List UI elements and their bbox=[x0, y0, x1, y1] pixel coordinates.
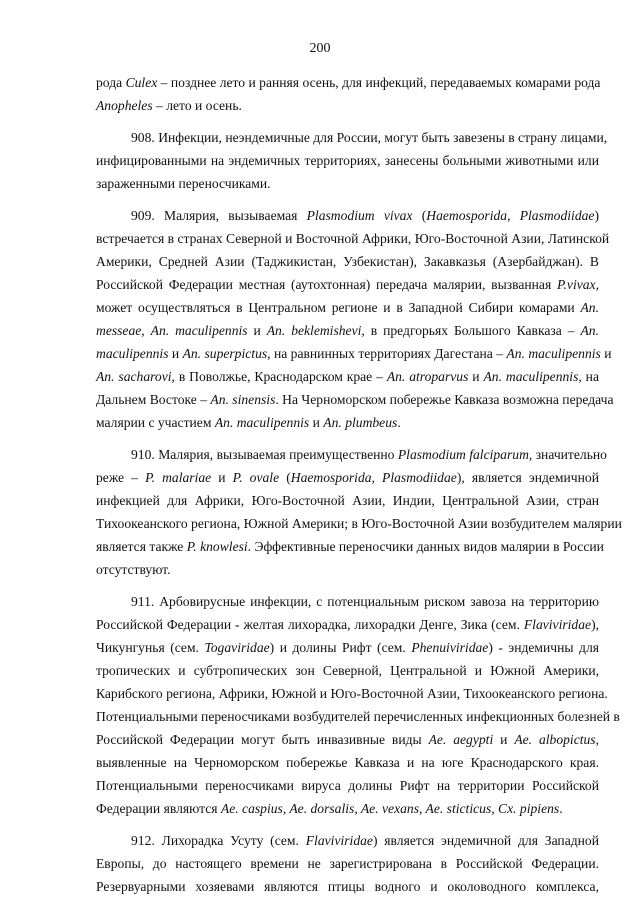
italic-text: Plasmodium falciparum bbox=[397, 447, 529, 462]
text-line bbox=[96, 228, 610, 250]
text-segment: Дальнем Востоке – bbox=[96, 392, 211, 407]
italic-text: messeae bbox=[96, 323, 142, 338]
text-segment: выявленные на Черноморском побережье Кавказа и на юге Краснодарского края. bbox=[96, 755, 599, 770]
text-line bbox=[96, 389, 614, 411]
text-segment: ) является эндемичной для Западной bbox=[372, 833, 599, 848]
text-segment: – лето и осень. bbox=[152, 98, 242, 113]
text-segment: является также bbox=[96, 539, 187, 554]
text-line bbox=[131, 127, 608, 149]
text-segment: ) - эндемичны для bbox=[488, 640, 600, 655]
text-line bbox=[96, 559, 599, 581]
text-line bbox=[96, 729, 599, 751]
italic-text: Phenuiviridae bbox=[411, 640, 489, 655]
text-segment: . На Черноморском побережье Кавказа возможна передача bbox=[275, 392, 614, 407]
text-segment: ) и долины Рифт (сем. bbox=[269, 640, 412, 655]
text-segment: Российской Федерации местная (аутохтонная) передача малярии, вызванная bbox=[96, 277, 557, 292]
text-line bbox=[96, 320, 599, 342]
text-segment: инфекцией для Африки, Юго-Восточной Азии, Индии, Центральной Азии, стран bbox=[96, 493, 599, 508]
text-segment: малярии с участием bbox=[96, 415, 215, 430]
text-line bbox=[96, 706, 620, 728]
text-line bbox=[96, 752, 599, 774]
text-segment: и bbox=[309, 415, 324, 430]
page-number: 200 bbox=[309, 41, 331, 56]
text-segment: Резервуарными хозяевами являются птицы водного и околоводного комплекса, bbox=[96, 879, 599, 894]
italic-text: P. ovale bbox=[232, 470, 280, 485]
text-segment: Европы, до настоящего времени не зарегистрирована в Российской Федерации. bbox=[96, 856, 599, 871]
italic-text: P.vivax bbox=[556, 277, 596, 292]
text-line bbox=[96, 274, 599, 296]
text-line bbox=[96, 490, 599, 512]
text-segment: может осуществляться в Центральном регионе и в Западной Сибири комарами bbox=[96, 300, 581, 315]
text-line bbox=[96, 366, 599, 388]
text-segment: инфицированными на эндемичных территориях, занесены больными животными или bbox=[96, 153, 599, 168]
text-segment: ), является эндемичной bbox=[456, 470, 599, 485]
text-segment: 910. Малярия, вызываемая преимущественно bbox=[131, 447, 398, 462]
italic-text: An. maculipennis bbox=[483, 369, 579, 384]
text-segment: Тихоокеанского региона, Южной Америки; в Юго-Восточной Азии возбудителем малярии bbox=[96, 516, 622, 531]
text-segment: Потенциальными переносчиками возбудителей перечисленных инфекционных болезней в bbox=[96, 709, 620, 724]
italic-text: An. sacharovi bbox=[96, 369, 172, 384]
text-line bbox=[96, 251, 599, 273]
text-line bbox=[131, 830, 599, 852]
italic-text: An. plumbeus bbox=[323, 415, 398, 430]
text-segment: ( bbox=[412, 208, 427, 223]
italic-text: Ae. albopictus bbox=[514, 732, 596, 747]
text-segment: 909. Малярия, вызываемая bbox=[131, 208, 307, 223]
italic-text: An. maculipennis bbox=[506, 346, 601, 361]
italic-text: An. bbox=[580, 300, 599, 315]
text-line bbox=[96, 95, 599, 117]
italic-text: Haemosporida, Plasmodiidae bbox=[290, 470, 457, 485]
italic-text: An. superpictus bbox=[182, 346, 268, 361]
text-segment: и bbox=[468, 369, 484, 384]
text-segment: Карибского региона, Африки, Южной и Юго-Восточной Азии, Тихоокеанского региона. bbox=[96, 686, 608, 701]
text-line bbox=[96, 798, 599, 820]
italic-text: An. sinensis bbox=[210, 392, 276, 407]
text-segment: ), bbox=[591, 617, 599, 632]
text-segment: . bbox=[397, 415, 401, 430]
italic-text: Plasmodium vivax bbox=[306, 208, 413, 223]
text-segment: , значительно bbox=[528, 447, 607, 462]
italic-text: P. malariae bbox=[145, 470, 212, 485]
text-segment: и bbox=[211, 470, 233, 485]
italic-text: Haemosporida, Plasmodiidae bbox=[426, 208, 595, 223]
italic-text: An. bbox=[580, 323, 599, 338]
text-segment: 912. Лихорадка Усуту (сем. bbox=[131, 833, 306, 848]
text-line bbox=[96, 683, 608, 705]
text-segment: , на равнинных территориях Дагестана – bbox=[267, 346, 507, 361]
text-segment: , bbox=[141, 323, 151, 338]
text-segment: и bbox=[493, 732, 515, 747]
italic-text: maculipennis bbox=[96, 346, 169, 361]
italic-text: Ae. caspius, Ae. dorsalis, Ae. vexans, Ae. sticticus, Cx. pipiens bbox=[220, 801, 560, 816]
italic-text: Flaviviridae bbox=[305, 833, 373, 848]
text-line bbox=[96, 150, 599, 172]
italic-text: Flaviviridae bbox=[523, 617, 592, 632]
italic-text: Ae. aegypti bbox=[428, 732, 494, 747]
text-segment: Чикунгунья (сем. bbox=[96, 640, 205, 655]
text-segment: , bbox=[595, 277, 599, 292]
text-segment: . Эффективные переносчики данных видов малярии в России bbox=[247, 539, 604, 554]
text-line bbox=[96, 660, 599, 682]
italic-text: An. atroparvus bbox=[386, 369, 469, 384]
text-segment: – позднее лето и ранняя осень, для инфекций, передаваемых комарами рода bbox=[157, 75, 601, 90]
text-segment: , на bbox=[578, 369, 599, 384]
text-segment: 908. Инфекции, неэндемичные для России, могут быть завезены в страну лицами, bbox=[131, 130, 608, 145]
text-line bbox=[96, 72, 599, 94]
text-line bbox=[96, 467, 599, 489]
text-segment: , в предгорьях Большого Кавказа – bbox=[361, 323, 581, 338]
text-line bbox=[131, 205, 599, 227]
text-segment: отсутствуют. bbox=[96, 562, 171, 577]
text-segment: и bbox=[247, 323, 267, 338]
text-segment: ( bbox=[279, 470, 291, 485]
text-line bbox=[96, 536, 604, 558]
text-segment: Российской Федерации могут быть инвазивные виды bbox=[96, 732, 429, 747]
text-line bbox=[96, 775, 599, 797]
text-segment: тропических и субтропических зон Северной, Центральной и Южной Америки, bbox=[96, 663, 599, 678]
text-segment: . bbox=[559, 801, 563, 816]
text-segment: и bbox=[168, 346, 183, 361]
text-line bbox=[96, 297, 599, 319]
italic-text: Culex bbox=[125, 75, 158, 90]
text-segment: рода bbox=[96, 75, 126, 90]
text-segment: Российской Федерации - желтая лихорадка, лихорадки Денге, Зика (сем. bbox=[96, 617, 524, 632]
text-line bbox=[96, 513, 622, 535]
text-segment: , в Поволжье, Краснодарском крае – bbox=[171, 369, 387, 384]
text-line bbox=[96, 173, 599, 195]
text-segment: Потенциальными переносчиками вируса долины Рифт на территории Российской bbox=[96, 778, 599, 793]
text-segment: зараженными переносчиками. bbox=[96, 176, 271, 191]
text-line bbox=[96, 412, 599, 434]
text-segment: Федерации являются bbox=[96, 801, 221, 816]
text-segment: Америки, Средней Азии (Таджикистан, Узбекистан), Закавказья (Азербайджан). В bbox=[96, 254, 599, 269]
text-segment: встречается в странах Северной и Восточной Африки, Юго-Восточной Азии, Латинской bbox=[96, 231, 610, 246]
text-line bbox=[96, 614, 599, 636]
italic-text: An. maculipennis bbox=[150, 323, 248, 338]
italic-text: P. knowlesi bbox=[186, 539, 248, 554]
text-line bbox=[96, 637, 599, 659]
italic-text: Togaviridae bbox=[204, 640, 270, 655]
text-line bbox=[131, 591, 599, 613]
italic-text: Anopheles bbox=[96, 98, 153, 113]
italic-text: An. beklemishevi bbox=[266, 323, 362, 338]
text-segment: реже – bbox=[96, 470, 146, 485]
text-line bbox=[96, 343, 612, 365]
text-segment: ) bbox=[594, 208, 599, 223]
text-line bbox=[131, 444, 607, 466]
text-segment: 911. Арбовирусные инфекции, с потенциальным риском завоза на территорию bbox=[131, 594, 599, 609]
text-segment: , bbox=[595, 732, 599, 747]
text-line bbox=[96, 876, 599, 898]
italic-text: An. maculipennis bbox=[214, 415, 310, 430]
text-segment: и bbox=[600, 346, 612, 361]
text-line bbox=[96, 853, 599, 875]
